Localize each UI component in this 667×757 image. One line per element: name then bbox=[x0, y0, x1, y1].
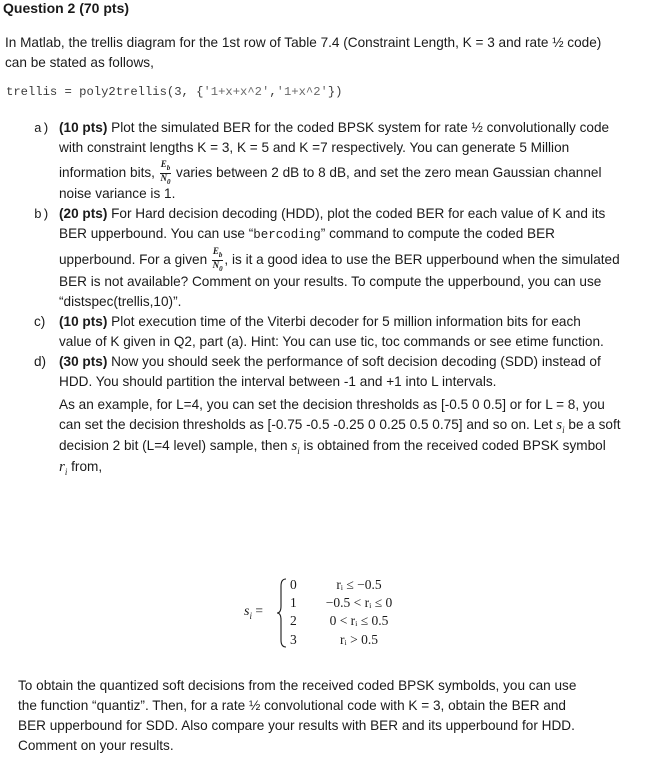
part-c-points: (10 pts) bbox=[59, 314, 108, 329]
case-row: 2 0 < rᵢ ≤ 0.5 bbox=[290, 613, 389, 628]
part-b-line-2: BER upperbound. You can use “bercoding” command to compute the coded BER bbox=[59, 226, 555, 242]
part-a-points: (10 pts) bbox=[59, 120, 108, 135]
code-suffix: }) bbox=[327, 85, 343, 99]
case-row: 0 rᵢ ≤ −0.5 bbox=[290, 577, 382, 592]
part-d-line-6: $r_i$ from, bbox=[59, 459, 103, 477]
intro-line-1: In Matlab, the trellis diagram for the 1st row of Table 7.4 (Constraint Length, K = 3 and rate ½ code) bbox=[5, 35, 602, 50]
closing-line-2: the function “quantiz”. Then, for a rate ½ convolutional code with K = 3, obtain the BER and bbox=[18, 698, 566, 713]
part-a-line-3: information bits, $\frac{E_b}{N_0}$ varies between 2 dB to 8 dB, and set the zero mean Gaussian channel bbox=[59, 159, 602, 186]
part-c-line-2: value of K given in Q2, part (a). Hint: You can use tic, toc commands or see etime function. bbox=[59, 334, 604, 349]
code-prefix: trellis = poly2trellis(3, { bbox=[6, 85, 204, 99]
part-d-label: d) bbox=[34, 354, 47, 369]
part-d-line-3: As an example, for L=4, you can set the decision thresholds as [-0.5 0 0.5] or for L = 8, you bbox=[59, 397, 605, 412]
part-d-points: (30 pts) bbox=[59, 354, 108, 369]
closing-line-3: BER upperbound for SDD. Also compare your results with BER and its upperbound for HDD. bbox=[18, 718, 575, 733]
part-d-line-4: can set the decision thresholds as [-0.75 -0.5 -0.25 0 0.25 0.5 0.75] and so on. Let $s_i$ be a soft bbox=[59, 417, 621, 435]
part-c-line-1: (10 pts) Plot execution time of the Viterbi decoder for 5 million information bits for each bbox=[59, 314, 581, 329]
part-a-line-1: (10 pts) Plot the simulated BER for the coded BPSK system for rate ½ convolutionally code bbox=[59, 120, 610, 135]
part-b-line-5: “distspec(trellis,10)”. bbox=[59, 294, 182, 309]
equation-lhs: $s_i$ = bbox=[244, 603, 263, 621]
closing-line-4: Comment on your results. bbox=[18, 738, 174, 753]
part-b-line-1: (20 pts) For Hard decision decoding (HDD), plot the coded BER for each value of K and its bbox=[59, 206, 606, 221]
closing-line-1: To obtain the quantized soft decisions from the received coded BPSK symbolds, you can use bbox=[18, 678, 577, 693]
part-a-line-2: with constraint lengths K = 3, K = 5 and K =7 respectively. You can generate 5 Million bbox=[59, 140, 570, 155]
case-row: 3 rᵢ > 0.5 bbox=[290, 632, 378, 647]
part-b-points: (20 pts) bbox=[59, 206, 108, 221]
part-d-line-1: (30 pts) Now you should seek the performance of soft decision decoding (SDD) instead of bbox=[59, 354, 601, 369]
part-d-line-2: HDD. You should partition the interval between -1 and +1 into L intervals. bbox=[59, 374, 497, 389]
left-brace bbox=[277, 578, 287, 648]
part-d-line-5: decision 2 bit (L=4 level) sample, then $s_i$ is obtained from the received coded BPSK symbol bbox=[59, 438, 606, 456]
part-b-line-3: upperbound. For a given $\frac{E_b}{N_0}$ , is it a good idea to use the BER upperbound when the simulated bbox=[59, 246, 620, 273]
intro-line-2: can be stated as follows, bbox=[5, 55, 154, 70]
eb-n0-fraction: $\frac{E_b}{N_0}$ bbox=[160, 159, 171, 186]
case-row: 1 −0.5 < rᵢ ≤ 0 bbox=[290, 595, 393, 610]
code-sep: , bbox=[269, 85, 277, 99]
code-arg1: '1+x+x^2' bbox=[203, 85, 270, 99]
part-b-label: b) bbox=[34, 207, 50, 222]
part-a-label: a) bbox=[34, 121, 50, 136]
part-a-line-4: noise variance is 1. bbox=[59, 186, 176, 201]
part-c-label: c) bbox=[34, 314, 46, 329]
code-snippet bbox=[6, 85, 342, 99]
code-arg2: '1+x^2' bbox=[276, 85, 328, 99]
eb-n0-fraction-b: $\frac{E_b}{N_0}$ bbox=[212, 246, 223, 273]
part-b-line-4: BER is not available? Comment on your results. To compute the upperbound, you can use bbox=[59, 274, 602, 289]
question-title: Question 2 (70 pts) bbox=[3, 0, 130, 16]
